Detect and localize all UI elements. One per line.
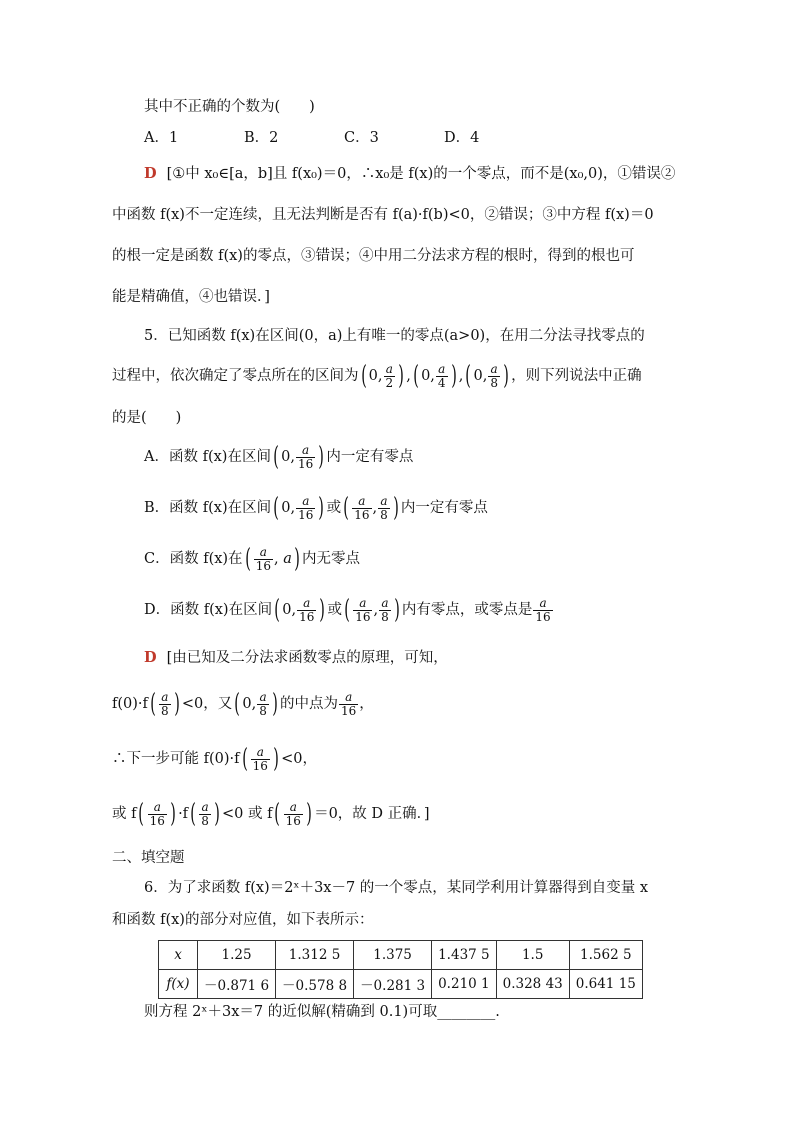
q5-solution-line-4: 或 f( $\frac{a}{16}$ ) ·f( $\frac{a}{8}$ ) <0 或 f( $\frac{a}{16}$ ) ＝0，故 D 正确．] [112,799,430,829]
q5-stem-line-1: 5．已知函数 f(x)在区间(0，a)上有唯一的零点(a>0)，在用二分法寻找零点的 [144,328,645,344]
table-cell: －0.871 6 [198,970,276,999]
q5-option-d: D．函数 f(x)在区间( 0, $\frac{a}{16}$ ) 或( $\frac{a}{16}$ , $\frac{a}{8}$ ) 内有零点，或零点是 $\frac{a}{16}$ [144,595,551,625]
q5-stem-line-3: 的是( ) [112,410,182,426]
table-cell: 0.641 15 [569,970,642,999]
table-cell: f(x) [159,970,198,999]
table-cell: 1.312 5 [276,941,354,970]
q6-stem-line-1: 6．为了求函数 f(x)＝2ˣ＋3x－7 的一个零点，某同学利用计算器得到自变量 x [144,880,649,896]
table-cell: 1.5 [496,941,569,970]
q5-option-c: C．函数 f(x)在( $\frac{a}{16}$ , a) 内无零点 [144,544,361,574]
q4-option-d: D．4 [444,130,480,146]
frac-a-over-2: $\frac{a}{2}$ [385,361,394,390]
q4-answer: D [144,165,157,182]
q5-option-b: B．函数 f(x)在区间( 0, $\frac{a}{16}$ ) 或( $\frac{a}{16}$ , $\frac{a}{8}$ ) 内一定有零点 [144,493,488,523]
q6-value-table [158,940,643,999]
table-cell: 0.328 43 [496,970,569,999]
q6-tail: 则方程 2ˣ＋3x＝7 的近似解(精确到 0.1)可取________. [144,1004,500,1020]
section-heading: 二、填空题 [112,850,185,866]
q4-solution-line-4: 能是精确值，④也错误．] [112,289,270,305]
table-cell: －0.578 8 [276,970,354,999]
table-cell: x [159,941,198,970]
table-cell: 1.437 5 [432,941,497,970]
frac-a-over-8: $\frac{a}{8}$ [490,361,498,390]
q5-solution-line-3: ∴下一步可能 f(0)·f( $\frac{a}{16}$ ) <0， [112,744,317,774]
q5-solution-line-1: D [由已知及二分法求函数零点的原理，可知， [144,649,448,666]
q5-answer: D [144,649,157,666]
frac-a-over-4: $\frac{a}{4}$ [437,361,446,390]
q5-option-a: A．函数 f(x)在区间( 0, $\frac{a}{16}$ ) 内一定有零点 [144,442,414,472]
table-cell: 1.375 [354,941,432,970]
q4-option-a: A．1 [144,130,179,146]
table-cell: 1.25 [198,941,276,970]
q4-solution-line-3: 的根一定是函数 f(x)的零点，③错误；④中用二分法求方程的根时，得到的根也可 [112,248,635,264]
q4-option-b: B．2 [244,130,279,146]
q4-solution-line-1: D [①中 x₀∈[a，b]且 f(x₀)＝0，∴x₀是 f(x)的一个零点，而不是(x₀,0)，①错误② [144,165,676,182]
table-row [159,941,643,970]
q6-stem-line-2: 和函数 f(x)的部分对应值，如下表所示： [112,912,374,928]
table-row [159,970,643,999]
q5-solution-line-2: f(0)·f( $\frac{a}{8}$ ) <0，又( 0, $\frac{a}{8}$ ) 的中点为 $\frac{a}{16}$ ， [112,689,374,719]
q4-options [144,128,544,148]
q4-stem-tail: 其中不正确的个数为( ) [144,99,315,115]
q4-option-c: C．3 [344,130,379,146]
table-cell: 1.562 5 [569,941,642,970]
table-cell: －0.281 3 [354,970,432,999]
q5-stem-line-2: 过程中，依次确定了零点所在的区间为( 0, $\frac{a}{2}$ ) ,( 0, $\frac{a}{4}$ ) ,( 0, $\frac{a}{8}$ ) ，则下列说法中正确 [112,361,642,391]
table-cell: 0.210 1 [432,970,497,999]
q4-solution-line-2: 中函数 f(x)不一定连续，且无法判断是否有 f(a)·f(b)<0，②错误；③中方程 f(x)＝0 [112,207,654,223]
